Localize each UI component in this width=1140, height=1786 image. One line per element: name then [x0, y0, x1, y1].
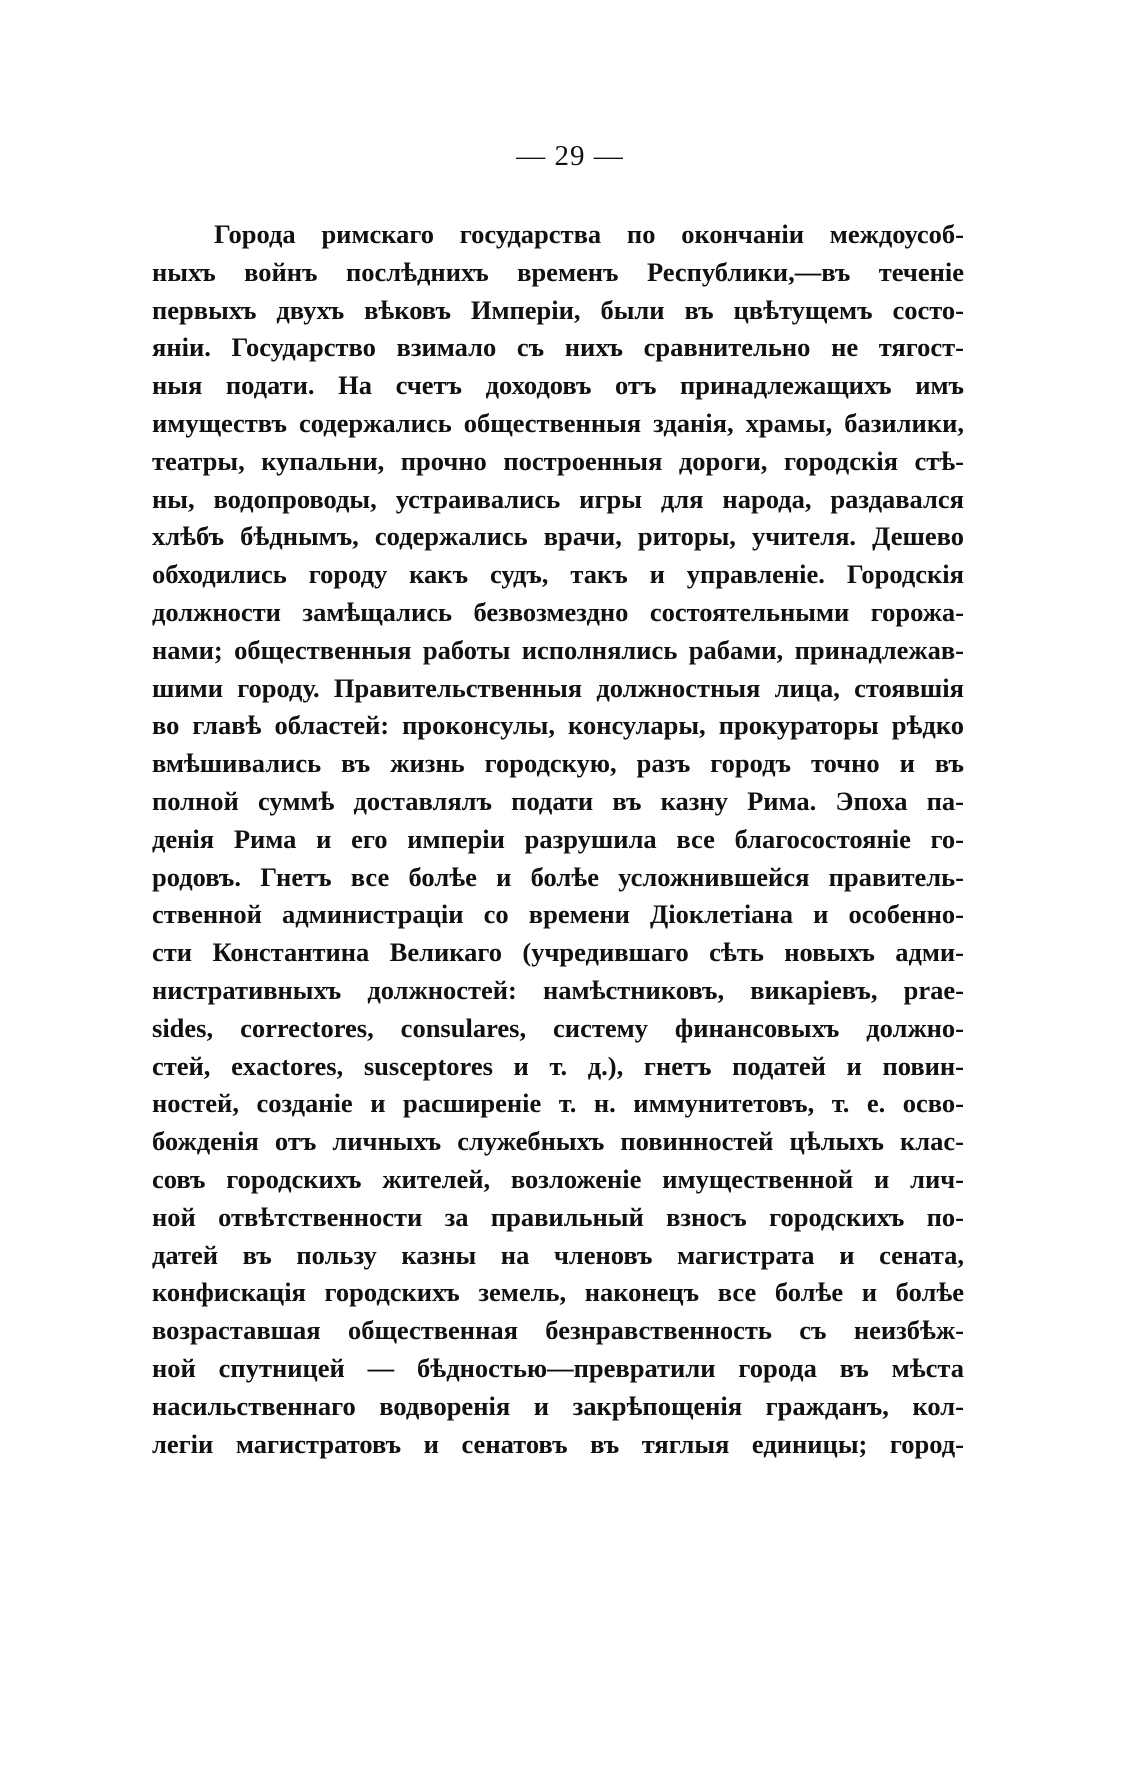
text-line: яніи. Государство взимало съ нихъ сравнительно не тягост-	[152, 332, 964, 363]
text-line: Города римскаго государства по окончаніи междоусоб-	[214, 219, 964, 249]
text-line: родовъ. Гнетъ все болѣе и болѣе усложнившейся правитель-	[152, 861, 964, 892]
text-line: во главѣ областей: проконсулы, консулары, прокураторы рѣдко	[152, 710, 964, 741]
text-line: ной спутницей — бѣдностью—превратили города въ мѣста	[152, 1352, 964, 1383]
text-line: ной отвѣтственности за правильный взносъ городскихъ по-	[152, 1201, 964, 1232]
text-line: должности замѣщались безвозмездно состоятельными горожа-	[152, 596, 964, 627]
text-line: божденія отъ личныхъ служебныхъ повинностей цѣлыхъ клас-	[152, 1126, 964, 1157]
text-line: датей въ пользу казны на членовъ магистрата и сената,	[152, 1239, 964, 1270]
text-line: денія Рима и его имперіи разрушила все благосостояніе го-	[152, 823, 964, 854]
page-number: — 29 —	[516, 140, 624, 172]
text-line: обходились городу какъ судъ, такъ и управленіе. Городскія	[152, 559, 964, 590]
text-line: ныхъ войнъ послѣднихъ временъ Республики,—въ теченіе	[152, 256, 964, 287]
text-line: ны, водопроводы, устраивались игры для народа, раздавался	[152, 483, 964, 514]
text-line: сти Константина Великаго (учредившаго сѣть новыхъ адми-	[152, 937, 964, 968]
body-text	[152, 216, 964, 1463]
text-line: ныя подати. На счетъ доходовъ отъ принадлежащихъ имъ	[152, 370, 964, 401]
text-line: насильственнаго водворенія и закрѣпощенія гражданъ, кол-	[152, 1390, 964, 1421]
text-line: конфискація городскихъ земель, наконецъ все болѣе и болѣе	[152, 1277, 964, 1308]
text-line: sides, correctores, consulares, систему финансовыхъ должно-	[152, 1012, 964, 1043]
text-line: нистративныхъ должностей: намѣстниковъ, викаріевъ, praе-	[152, 974, 964, 1005]
text-line: ностей, созданіе и расширеніе т. н. иммунитетовъ, т. е. осво-	[152, 1088, 964, 1119]
text-line: имуществъ содержались общественныя зданія, храмы, базилики,	[152, 407, 964, 438]
text-line: хлѣбъ бѣднымъ, содержались врачи, риторы, учителя. Дешево	[152, 521, 964, 552]
text-line: вмѣшивались въ жизнь городскую, разъ городъ точно и въ	[152, 748, 964, 779]
text-line: ственной администраціи со времени Діоклетіана и особенно-	[152, 899, 964, 930]
text-line: стей, exactores, susceptores и т. д.), гнетъ податей и повин-	[152, 1050, 964, 1081]
text-line: первыхъ двухъ вѣковъ Имперіи, были въ цвѣтущемъ состо-	[152, 294, 964, 325]
text-line: совъ городскихъ жителей, возложеніе имущественной и лич-	[152, 1163, 964, 1194]
text-line: нами; общественныя работы исполнялись рабами, принадлежав-	[152, 634, 964, 665]
text-line: полной суммѣ доставлялъ подати въ казну Рима. Эпоха па-	[152, 785, 964, 816]
text-line: возраставшая общественная безнравственность съ неизбѣж-	[152, 1315, 964, 1346]
text-line: шими городу. Правительственныя должностныя лица, стоявшія	[152, 672, 964, 703]
text-line: театры, купальни, прочно построенныя дороги, городскія стѣ-	[152, 445, 964, 476]
text-line: легіи магистратовъ и сенатовъ въ тяглыя единицы; город-	[152, 1428, 964, 1459]
